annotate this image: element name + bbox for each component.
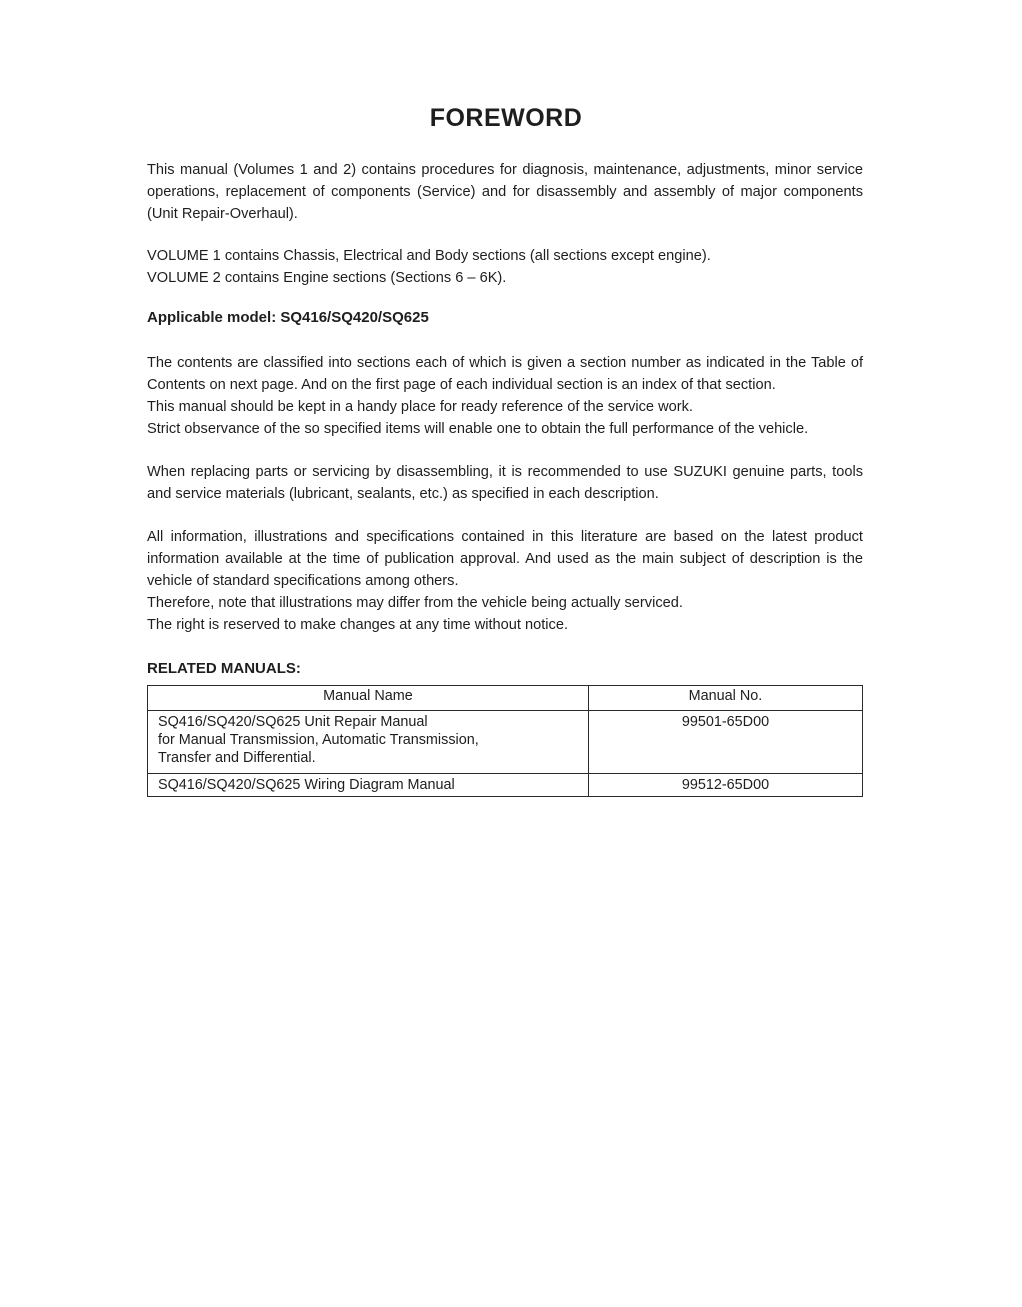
manual-name-line: Transfer and Differential.	[158, 750, 316, 766]
contents-text-1: The contents are classified into sections each of which is given a section number as indicated in the Table of Contents on next page. And on the first page of each individual section is an index of that section.	[147, 355, 863, 393]
column-header-manual-name: Manual Name	[148, 686, 589, 711]
manual-number-cell: 99501-65D00	[588, 711, 862, 774]
info-paragraph	[147, 526, 863, 636]
manual-name-cell	[148, 711, 589, 774]
manual-name-line: SQ416/SQ420/SQ625 Wiring Diagram Manual	[158, 777, 455, 793]
info-text-2: Therefore, note that illustrations may differ from the vehicle being actually serviced.	[147, 595, 683, 611]
page-title: FOREWORD	[429, 104, 583, 132]
manual-number-cell: 99512-65D00	[588, 774, 862, 797]
contents-paragraph	[147, 352, 863, 440]
table-row	[148, 774, 863, 797]
related-manuals-table	[147, 685, 863, 797]
related-manuals-heading: RELATED MANUALS:	[147, 660, 301, 677]
parts-text: When replacing parts or servicing by disassembling, it is recommended to use SUZUKI genuine parts, tools and service materials (lubricant, sealants, etc.) as specified in each description.	[147, 464, 863, 502]
volume-2-text: VOLUME 2 contains Engine sections (Sections 6 – 6K).	[147, 270, 507, 286]
volume-1-text: VOLUME 1 contains Chassis, Electrical and Body sections (all sections except engine).	[147, 248, 711, 264]
column-header-manual-no: Manual No.	[588, 686, 862, 711]
foreword-content	[147, 104, 863, 797]
manual-name-line: SQ416/SQ420/SQ625 Unit Repair Manual	[158, 714, 428, 730]
manual-name-line: for Manual Transmission, Automatic Transmission,	[158, 732, 479, 748]
table-row	[148, 711, 863, 774]
contents-text-3: Strict observance of the so specified items will enable one to obtain the full performance of the vehicle.	[147, 421, 809, 437]
contents-text-2: This manual should be kept in a handy place for ready reference of the service work.	[147, 399, 693, 415]
manual-name-cell	[148, 774, 589, 797]
applicable-model: Applicable model: SQ416/SQ420/SQ625	[147, 309, 429, 326]
table-header-row	[148, 686, 863, 711]
info-text-3: The right is reserved to make changes at any time without notice.	[147, 617, 568, 633]
parts-paragraph	[147, 461, 863, 505]
intro-paragraph	[147, 159, 863, 225]
volumes-paragraph	[147, 245, 863, 289]
intro-text: This manual (Volumes 1 and 2) contains procedures for diagnosis, maintenance, adjustments, minor service operations, replacement of components (Service) and for disassembly and assembly of major components (Unit Repair-Overhaul).	[147, 162, 863, 222]
info-text-1: All information, illustrations and specifications contained in this literature are based on the latest product information available at the time of publication approval. And used as the main subject of description is the vehicle of standard specifications among others.	[147, 529, 863, 589]
